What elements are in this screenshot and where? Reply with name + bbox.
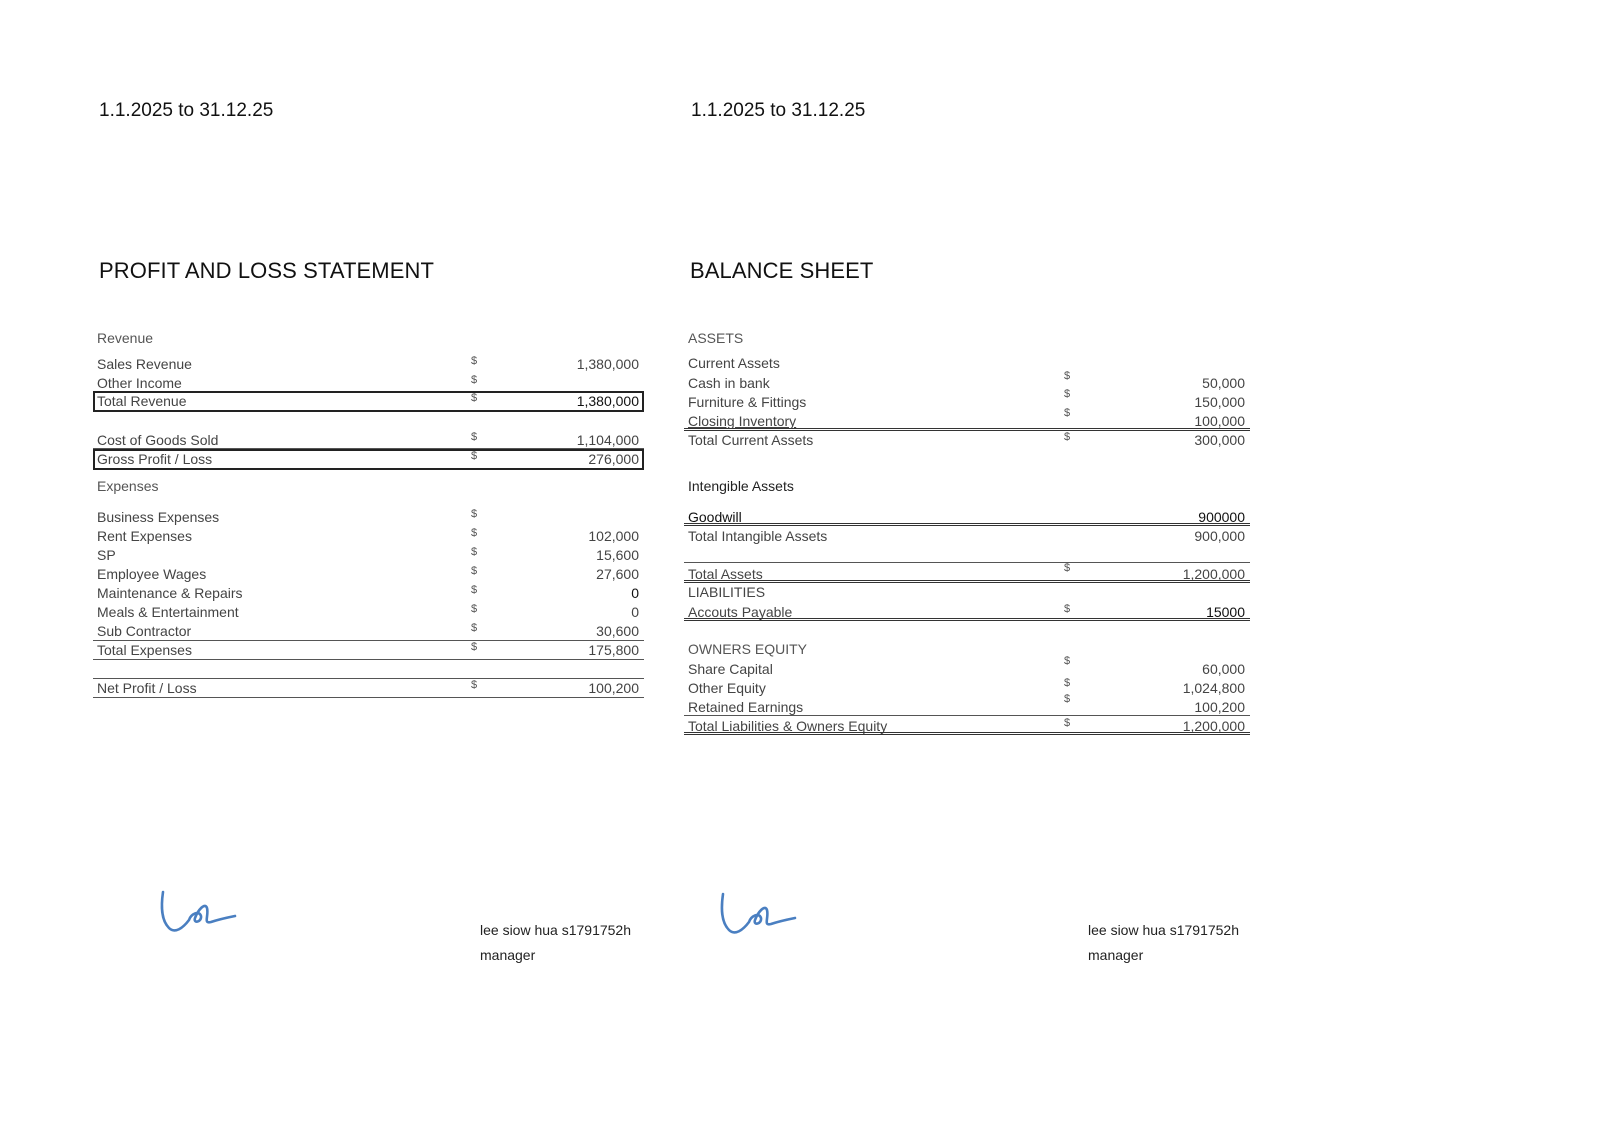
pl-row-rent-expenses — [93, 527, 643, 546]
row-value: 50,000 — [1202, 375, 1245, 391]
row-label: Net Profit / Loss — [97, 680, 197, 696]
row-label: Total Expenses — [97, 642, 192, 658]
row-label: Total Liabilities & Owners Equity — [688, 718, 888, 734]
row-label: Total Assets — [688, 566, 763, 582]
bs-date: 1.1.2025 to 31.12.25 — [691, 100, 866, 121]
row-value: 1,200,000 — [1182, 718, 1245, 734]
row-label: Accouts Payable — [688, 604, 793, 620]
pl-revenue-heading: Revenue — [97, 330, 154, 346]
divider — [684, 562, 1250, 563]
bs-intangible-heading: Intengible Assets — [688, 478, 794, 494]
pl-row-employee-wages — [93, 565, 643, 584]
row-value: 300,000 — [1194, 432, 1245, 448]
currency-symbol: $ — [1064, 388, 1071, 400]
row-label: Cash in bank — [688, 375, 770, 391]
row-label: Other Income — [97, 375, 182, 391]
currency-symbol: $ — [471, 508, 478, 520]
row-label: Sub Contractor — [97, 623, 192, 639]
row-value: 100,000 — [1194, 413, 1245, 429]
bs-signatory-name: lee siow hua s1791752h — [1088, 922, 1240, 938]
row-label: Total Revenue — [97, 393, 187, 409]
row-label: SP — [97, 547, 116, 563]
currency-symbol: $ — [471, 603, 478, 615]
pl-row-total-revenue — [93, 392, 643, 411]
row-label: Total Intangible Assets — [688, 528, 828, 544]
bs-title: BALANCE SHEET — [690, 258, 874, 283]
bs-liabilities-heading: LIABILITIES — [688, 584, 766, 600]
row-label: Closing Inventory — [688, 413, 797, 429]
row-label: Other Equity — [688, 680, 766, 696]
pl-row-business-expenses — [93, 508, 643, 527]
row-value: 0 — [631, 585, 639, 601]
row-label: Total Current Assets — [688, 432, 814, 448]
row-label: Business Expenses — [97, 509, 220, 525]
bs-current-assets-heading: Current Assets — [688, 355, 780, 371]
divider — [684, 618, 1250, 621]
currency-symbol: $ — [471, 355, 478, 367]
row-label: Goodwill — [688, 509, 742, 525]
bs-equity-heading: OWNERS EQUITY — [688, 641, 808, 657]
currency-symbol: $ — [471, 546, 478, 558]
row-value: 15000 — [1206, 604, 1245, 620]
currency-symbol: $ — [471, 527, 478, 539]
currency-symbol: $ — [1064, 717, 1071, 729]
row-label: Cost of Goods Sold — [97, 432, 219, 448]
currency-symbol: $ — [471, 431, 478, 443]
currency-symbol: $ — [471, 679, 478, 691]
pl-date: 1.1.2025 to 31.12.25 — [99, 100, 274, 121]
row-label: Furniture & Fittings — [688, 394, 807, 410]
bs-row-furniture — [684, 388, 1249, 412]
row-value: 276,000 — [588, 451, 639, 467]
currency-symbol: $ — [471, 392, 478, 404]
currency-symbol: $ — [1064, 562, 1071, 574]
row-label: Employee Wages — [97, 566, 207, 582]
row-label: Maintenance & Repairs — [97, 585, 243, 601]
currency-symbol: $ — [471, 622, 478, 634]
bs-signatory-role: manager — [1088, 947, 1144, 963]
row-value: 900,000 — [1194, 528, 1245, 544]
pl-row-maintenance — [93, 584, 643, 603]
row-value: 0 — [631, 604, 639, 620]
bs-signature — [715, 890, 805, 942]
row-label: Gross Profit / Loss — [97, 451, 213, 467]
row-value: 27,600 — [596, 566, 639, 582]
bs-assets-heading: ASSETS — [688, 330, 744, 346]
row-value: 1,200,000 — [1182, 566, 1245, 582]
currency-symbol: $ — [471, 374, 478, 386]
pl-row-sales-revenue — [93, 355, 643, 374]
row-value: 175,800 — [588, 642, 639, 658]
pl-row-meals — [93, 603, 643, 622]
row-label: Rent Expenses — [97, 528, 192, 544]
pl-row-total-expenses — [93, 641, 643, 660]
pl-expenses-heading: Expenses — [97, 478, 159, 494]
divider — [684, 580, 1250, 583]
row-label: Share Capital — [688, 661, 773, 677]
divider — [684, 523, 1250, 526]
row-value: 102,000 — [588, 528, 639, 544]
bs-row-share-capital — [684, 655, 1249, 679]
divider — [93, 697, 644, 698]
bs-row-total-intangible — [684, 527, 1249, 546]
pl-row-sp — [93, 546, 643, 565]
row-value: 1,380,000 — [576, 356, 639, 372]
currency-symbol: $ — [471, 641, 478, 653]
currency-symbol: $ — [1064, 677, 1071, 689]
row-value: 900000 — [1198, 509, 1245, 525]
currency-symbol: $ — [1064, 693, 1071, 705]
row-value: 150,000 — [1194, 394, 1245, 410]
row-value: 30,600 — [596, 623, 639, 639]
pl-row-sub-contractor — [93, 622, 643, 641]
currency-symbol: $ — [1064, 603, 1071, 615]
pl-title: PROFIT AND LOSS STATEMENT — [99, 258, 434, 283]
divider — [684, 732, 1250, 735]
currency-symbol: $ — [471, 565, 478, 577]
row-label: Retained Earnings — [688, 699, 804, 715]
pl-signature — [155, 888, 245, 940]
bs-row-total-current — [684, 431, 1249, 450]
row-value: 100,200 — [588, 680, 639, 696]
divider — [684, 715, 1250, 716]
row-value: 60,000 — [1202, 661, 1245, 677]
divider — [93, 659, 644, 660]
row-value: 1,380,000 — [576, 393, 639, 409]
row-label: Sales Revenue — [97, 356, 192, 372]
pl-signatory-role: manager — [480, 947, 536, 963]
currency-symbol: $ — [1064, 407, 1071, 419]
pl-row-net-profit — [93, 679, 643, 698]
currency-symbol: $ — [1064, 370, 1071, 382]
row-label: Meals & Entertainment — [97, 604, 239, 620]
pl-row-gross-profit — [93, 450, 643, 469]
bs-row-cash — [684, 370, 1249, 393]
row-value: 1,024,800 — [1182, 680, 1245, 696]
row-value: 1,104,000 — [576, 432, 639, 448]
currency-symbol: $ — [471, 584, 478, 596]
row-value: 100,200 — [1194, 699, 1245, 715]
row-value: 15,600 — [596, 547, 639, 563]
currency-symbol: $ — [1064, 431, 1071, 443]
bs-row-other-equity — [684, 679, 1249, 698]
currency-symbol: $ — [1064, 655, 1071, 667]
currency-symbol: $ — [471, 450, 478, 462]
pl-signatory-name: lee siow hua s1791752h — [480, 922, 632, 938]
